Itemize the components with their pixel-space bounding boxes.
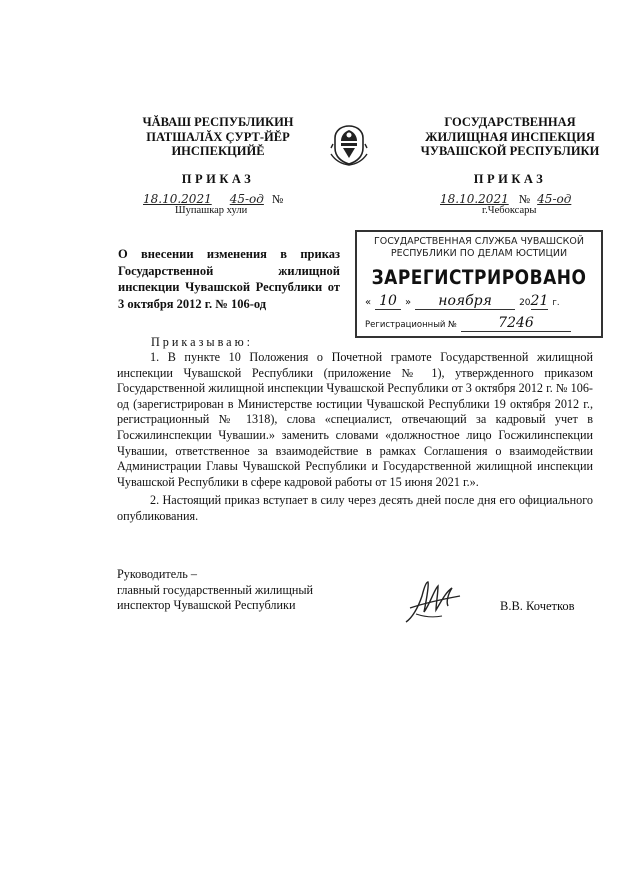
stamp-year-prefix: 20 [519,298,531,308]
right-place: г.Чебоксары [482,205,537,216]
left-doc-type: ПРИКАЗ [181,172,255,186]
stamp-close-quote: » [404,297,412,308]
right-header-line2: ЖИЛИЩНАЯ ИНСПЕКЦИЯ [425,129,595,144]
left-date: 18.10.2021 [143,192,212,206]
signatory-name: В.В. Кочетков [500,599,575,613]
signatory-position [117,567,347,614]
left-number-sign: № [271,192,284,206]
right-header-line3: ЧУВАШСКОЙ РЕСПУБЛИКИ [420,144,600,158]
paragraph-2: 2. Настоящий приказ вступает в силу через десять дней после дня его официального опубликования. [117,493,593,523]
right-number-sign: № [518,192,531,206]
stamp-line1: ГОСУДАРСТВЕННАЯ СЛУЖБА ЧУВАШСКОЙ [374,236,584,247]
stamp-year-suffix: 21 [530,293,549,309]
signatory-line1: Руководитель – [117,567,197,581]
signatory-line3: инспектор Чувашской Республики [117,598,296,613]
stamp-reg-row [365,314,595,332]
chuvash-coat-of-arms-icon [329,124,369,166]
signatory-line2: главный государственный жилищный [117,582,314,597]
left-place: Шупашкар хули [175,205,248,216]
right-header-line1: ГОСУДАРСТВЕННАЯ [444,115,576,129]
stamp-year-unit: г. [552,298,560,308]
order-word: Приказываю: [151,335,254,349]
registration-stamp [355,230,603,338]
document-subject: О внесении изменения в приказ Государственной жилищной инспекции Чувашской Республики от 3 октября 2012 г. № 106-од [118,247,340,311]
paragraph-1: 1. В пункте 10 Положения о Почетной грамоте Государственной жилищной инспекции Чувашской Республики (приложение № 1), утвержденного приказом Государственной жилищной инспекции Чувашской Республики от 3 октября 2012 г. № 106-од (зарегистрирован в Министерстве юстиции Чувашской Республики 19 октября 2012 г., регистрационный № 1318), слова «специалист, отвечающий за кадровый учет в Госжилинспекции Чувашии.» заменить словами «должностное лицо Госжилинспекции Чувашии, ответственное за взаимодействие в рамках Соглашения о взаимодействии Администрации Главы Чувашской Республики и Государственной жилищной инспекции Чувашской Республики в сфере кадровой работы от 15 июня 2021 г.». [117,350,593,489]
right-date: 18.10.2021 [440,192,509,206]
stamp-open-quote: « [365,297,372,308]
stamp-line2: РЕСПУБЛИКИ ПО ДЕЛАМ ЮСТИЦИИ [390,248,568,259]
right-number: 45-од [537,192,572,206]
stamp-month: ноября [415,293,515,310]
left-header-line3: ИНСПЕКЦИЙĔ [171,144,265,158]
right-doc-type: ПРИКАЗ [473,172,547,186]
handwritten-signature [402,578,464,626]
stamp-registered: ЗАРЕГИСТРИРОВАНО [371,266,587,290]
left-number: 45-од [229,192,264,206]
left-header [118,115,318,159]
left-header-line2: ПАТШАЛĂХ ÇУРТ-ЙĔР [146,129,290,144]
stamp-day: 10 [375,293,401,310]
stamp-date-row [365,292,595,310]
right-header [415,115,605,159]
stamp-reg-label: Регистрационный № [365,320,457,330]
left-header-line1: ЧĂВАШ РЕСПУБЛИКИН [142,115,294,129]
stamp-reg-number: 7246 [461,315,571,332]
